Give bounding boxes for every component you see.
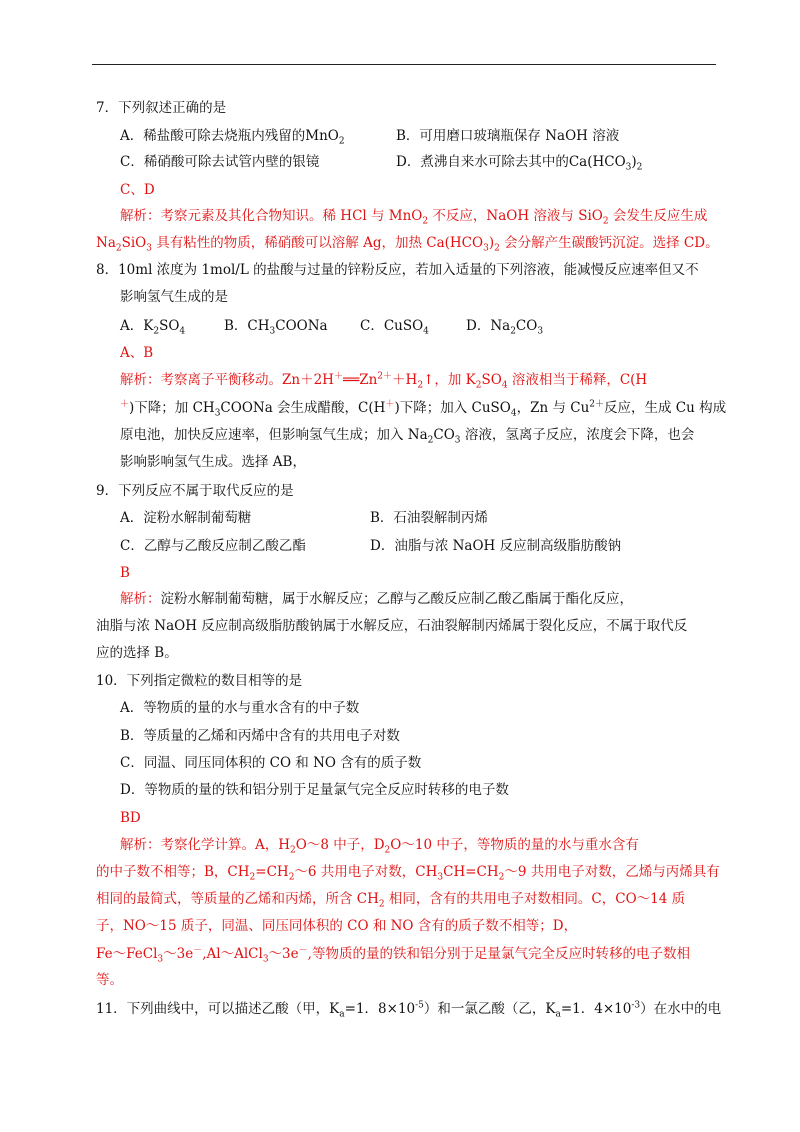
q9-option-c: C．乙醇与乙酸反应制乙酸乙酯 [120,538,306,554]
q9-analysis-line1: 解析：淀粉水解制葡萄糖，属于水解反应；乙醇与乙酸反应制乙酸乙酯属于酯化反应， [120,591,633,607]
q7-option-a: A．稀盐酸可除去烧瓶内残留的MnO$_2$ [120,128,345,147]
q7-option-b: B．可用磨口玻璃瓶保存 NaOH 溶液 [396,128,620,144]
q7-option-c: C．稀硝酸可除去试管内壁的银镜 [120,154,320,170]
q10-option-a: A．等物质的量的水与重水含有的中子数 [120,700,360,716]
q10-analysis-line1: 解析：考察化学计算。A，$H_2O\sim 8$ 中子，$D_2O\sim 10$ 中子，等物质的量的水与重水含有 [120,837,639,856]
q8-option-d: D．$Na_2CO_3$ [466,318,544,337]
q9-option-d: D．油脂与浓 NaOH 反应制高级脂肪酸钠 [370,538,622,554]
q8-analysis-line1: 解析：考察离子平衡移动。$Zn+2H^+══Zn^{2+}+H_2↑$，加 $K_2SO_4$ 溶液相当于稀释，C(H [120,371,648,391]
q10-stem: 10．下列指定微粒的数目相等的是 [96,673,303,689]
q7-option-d: D．煮沸自来水可除去其中的$Ca(HCO_3)_2$ [396,154,643,173]
q8-answer: A、B [120,345,154,361]
q8-stem-line2: 影响氢气生成的是 [120,289,228,305]
q8-stem-line1: 8．10ml 浓度为 1mol/L 的盐酸与过量的锌粉反应，若加入适量的下列溶液，能减慢反应速率但又不 [96,262,699,278]
q10-option-d: D．等物质的量的铁和铝分别于足量氯气完全反应时转移的电子数 [120,782,509,798]
q10-analysis-line3: 相同的最简式，等质量的乙烯和丙烯，所含 $CH_2$ 相同，含有的共用电子对数相同。C，CO～14 质 [96,891,686,910]
q9-analysis-line3: 应的选择 B。 [96,645,178,661]
q8-analysis-line4: 影响影响氢气生成。选择 AB， [120,454,306,470]
q8-analysis-line2: ＋)下降；加 $CH_3COONa$ 会生成醋酸，C(H＋)下降；加入 CuSO$_4$，Zn 与 $Cu^{2+}$反应，生成 Cu 构成 [120,399,727,419]
q7-analysis-line1: 解析：考察元素及其化合物知识。稀 HCl 与 MnO$_2$ 不反应，NaOH 溶液与 SiO$_2$ 会发生反应生成 [120,208,708,227]
q9-answer: B [120,565,130,581]
q10-analysis-line2: 的中子数不相等；B，$CH_2=CH_2\sim 6$ 共用电子对数，$CH_3CH=CH_2\sim 9$ 共用电子对数，乙烯与丙烯具有 [96,864,720,883]
q10-analysis-line6: 等。 [96,972,123,988]
header-rule [92,64,716,65]
q7-stem: 7．下列叙述正确的是 [96,100,227,116]
q8-analysis-line3: 原电池，加快反应速率，但影响氢气生成；加入 $Na_2CO_3$ 溶液，氢离子反应，浓度会下降，也会 [120,427,695,446]
q9-option-b: B．石油裂解制丙烯 [370,510,488,526]
q10-analysis-line5: Fe～FeCl$_3$～3e－,Al～AlCl$_3$～3e－,等物质的量的铁和铝分别于足量氯气完全反应时转移的电子数相 [96,945,690,965]
q11-stem: 11．下列曲线中，可以描述乙酸（甲，$K_a=1$．$8\times 10^{-5}$）和一氯乙酸（乙，$K_a=1$．$4\times 10^{-3}$）在水中的电 [96,1000,722,1020]
q8-option-a: A．$K_2SO_4$ [120,318,186,337]
q10-option-c: C．同温、同压同体积的 CO 和 NO 含有的质子数 [120,755,422,771]
q9-option-a: A．淀粉水解制葡萄糖 [120,510,252,526]
q8-option-c: C．CuSO$_4$ [360,318,429,337]
q7-answer: C、D [120,182,155,198]
q10-analysis-line4: 子，NO～15 质子，同温、同压同体积的 CO 和 NO 含有的质子数不相等；D， [96,918,578,934]
q8-option-b: B．$CH_3COONa$ [224,318,328,337]
q10-answer: BD [120,810,141,826]
q7-analysis-line2: $Na_2SiO_3$ 具有粘性的物质，稀硝酸可以溶解 Ag，加热 $Ca(HCO_3)_2$ 会分解产生碳酸钙沉淀。选择 CD。 [96,235,719,254]
q9-analysis-line2: 油脂与浓 NaOH 反应制高级脂肪酸钠属于水解反应，石油裂解制丙烯属于裂化反应，不属于取代反 [96,618,688,634]
q10-option-b: B．等质量的乙烯和丙烯中含有的共用电子对数 [120,728,400,744]
q9-stem: 9．下列反应不属于取代反应的是 [96,483,294,499]
